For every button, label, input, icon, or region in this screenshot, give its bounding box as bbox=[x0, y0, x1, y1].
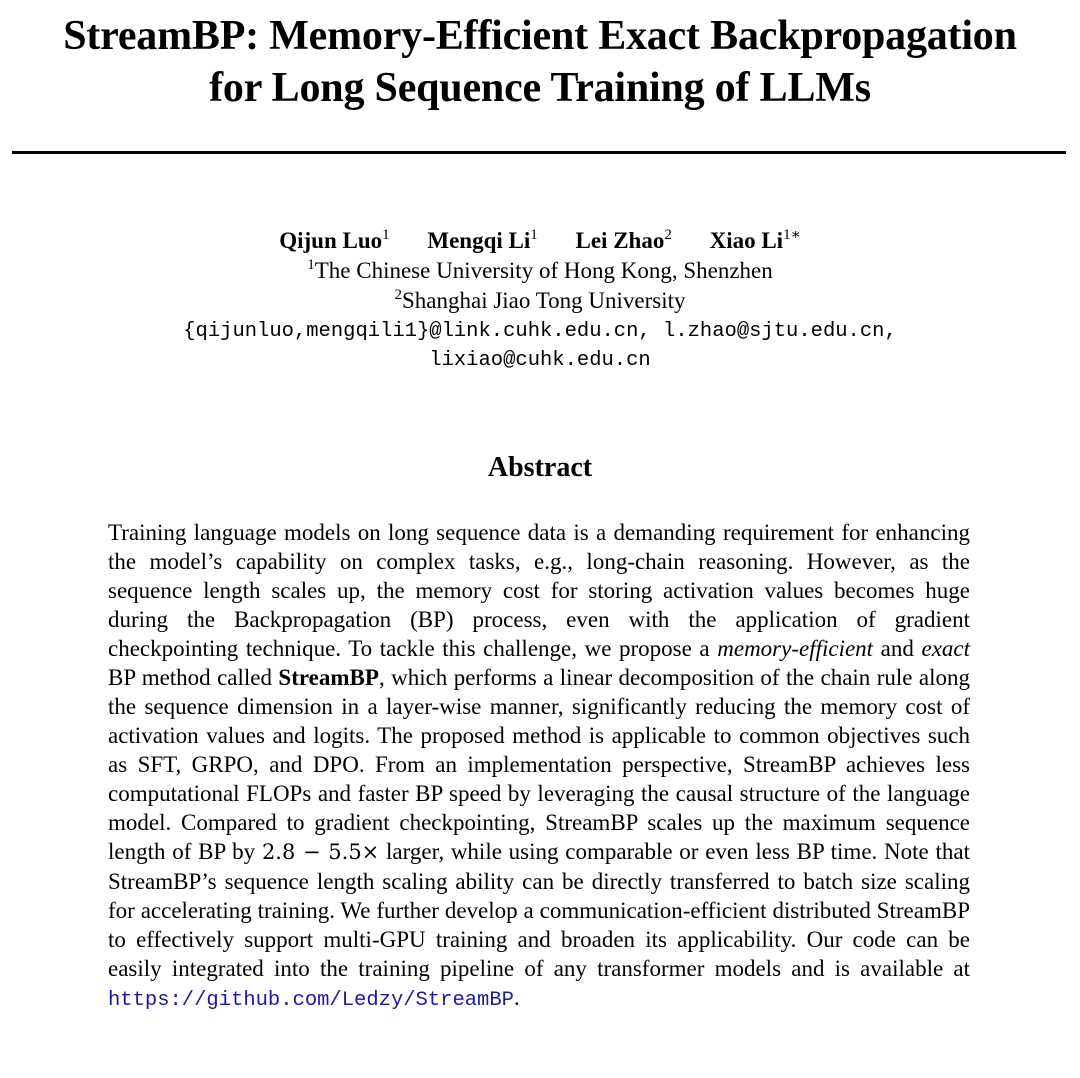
author-name: Lei Zhao$^2$ bbox=[575, 227, 672, 253]
email-line-2: lixiao@cuhk.edu.cn bbox=[429, 349, 651, 372]
title-rule bbox=[12, 151, 1066, 154]
author-name: Mengqi Li$^1$ bbox=[427, 227, 538, 253]
author-name: Qijun Luo$^1$ bbox=[279, 227, 390, 253]
method-name: StreamBP bbox=[278, 665, 379, 690]
author-list bbox=[0, 226, 1080, 256]
abstract-body: Training language models on long sequence data is a demanding requirement for enhancing the model’s capability on complex tasks, e.g., long-chain reasoning. However, as the sequence length scales up, the memory cost for storing activation values becomes huge during the Backpropagation (BP) process, even with the application of gradient checkpointing technique. To tackle this challenge, we propose a memory-efficient and exact BP method called StreamBP, which performs a linear decomposition of the chain rule along the sequence dimension in a layer-wise manner, significantly reducing the memory cost of activation values and logits. The proposed method is applicable to common objectives such as SFT, GRPO, and DPO. From an implementation perspective, StreamBP achieves less computational FLOPs and faster BP speed by leveraging the causal structure of the language model. Compared to gradient checkpointing, StreamBP scales up the maximum sequence length of BP by 2.8 − 5.5× larger, while using comparable or even less BP time. Note that StreamBP’s sequence length scaling ability can be directly transferred to batch size scaling for accelerating training. We further develop a communication-efficient distributed StreamBP to effectively support multi-GPU training and broaden its applicability. Our code can be easily integrated into the training pipeline of any transformer models and is available at https://github.com/Ledzy/StreamBP. bbox=[108, 520, 971, 1012]
emphasis-text: exact bbox=[921, 636, 971, 661]
abstract-heading: Abstract bbox=[487, 452, 593, 483]
paper-title bbox=[0, 10, 1080, 114]
math-expression: 2.8 − 5.5× bbox=[261, 840, 380, 864]
code-link[interactable]: https://github.com/Ledzy/StreamBP bbox=[108, 989, 514, 1012]
email-line-1: {qijunluo,mengqili1}@link.cuhk.edu.cn, l.zhao@sjtu.edu.cn, bbox=[183, 320, 897, 343]
author-name: Xiao $Li^{1∗}$ bbox=[709, 227, 801, 253]
title-line-1: StreamBP: Memory-Efficient Exact Backpropagation bbox=[63, 13, 1017, 59]
emphasis-text: memory-efficient bbox=[717, 636, 874, 661]
affiliation-1: $^1$The Chinese University of Hong Kong, Shenzhen bbox=[307, 257, 773, 283]
affiliation-2: $^2$Shanghai Jiao Tong University bbox=[394, 287, 686, 313]
title-line-2: for Long Sequence Training of LLMs bbox=[209, 65, 871, 111]
